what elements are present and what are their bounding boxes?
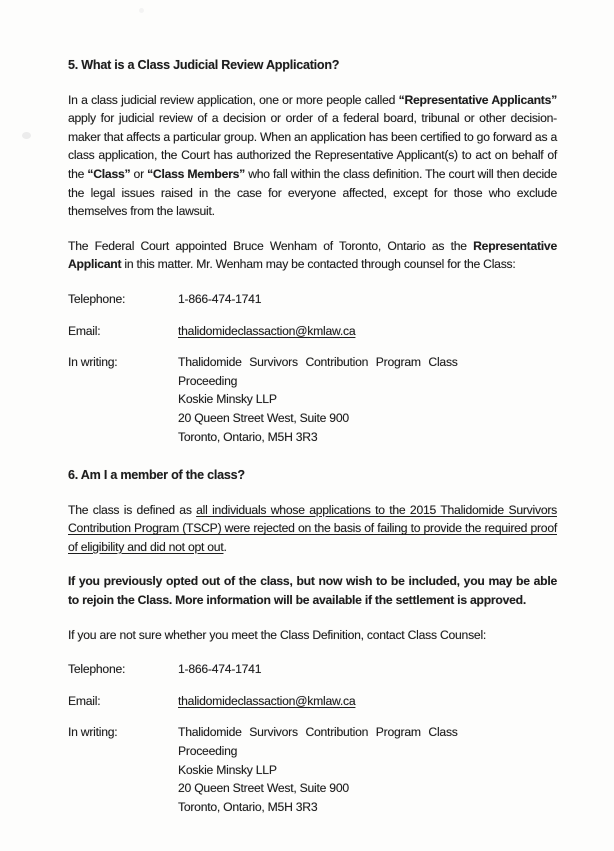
address-line: Toronto, Ontario, M5H 3R3 [178, 799, 318, 814]
text-segment: in this matter. Mr. Wenham may be contacted through counsel for the Class: [121, 257, 516, 272]
text-segment: The Federal Court appointed Bruce Wenham of Toronto, Ontario as the [68, 238, 474, 253]
email-label: Email: [68, 693, 101, 708]
in-writing-label: In writing: [68, 725, 118, 740]
address-line: Proceeding [178, 744, 238, 759]
mailing-address [178, 723, 557, 816]
email-label: Email: [68, 323, 101, 338]
section-6-paragraph-rejoin-notice: If you previously opted out of the class, but now wish to be included, you may be able to rejoin the Class. More information will be available if the settlement is approved. [68, 574, 557, 608]
telephone-value: 1-866-474-1741 [178, 291, 262, 306]
bold-term-representative-applicant: Representative Applicant [68, 238, 557, 272]
section-6-heading: 6. Am I a member of the class? [68, 468, 245, 483]
address-line: Proceeding [178, 373, 238, 388]
section-5-paragraph-definition [68, 91, 557, 221]
text-segment: The class is defined as [68, 502, 197, 517]
scan-artifact [139, 8, 144, 13]
telephone-row [68, 660, 557, 679]
bold-term-class: “Class” [87, 166, 131, 181]
bold-term-class-members: “Class Members” [147, 166, 245, 181]
bold-term-representative-applicants: “Representative Applicants” [398, 92, 557, 107]
address-line: Thalidomide Survivors Contribution Program Class [178, 355, 458, 370]
in-writing-label: In writing: [68, 355, 118, 370]
email-address: thalidomideclassaction@kmlaw.ca [178, 693, 356, 708]
in-writing-row [68, 723, 557, 816]
email-row [68, 322, 557, 341]
in-writing-row [68, 353, 557, 446]
section-5-heading: 5. What is a Class Judicial Review Application? [68, 58, 340, 72]
email-row [68, 692, 557, 711]
text-segment: who fall within the class definition. The court will then decide the legal issues raised in the case for everyone affected, except for those who exclude themselves from the lawsuit. [68, 166, 557, 219]
address-line: 20 Queen Street West, Suite 900 [178, 410, 349, 425]
section-6-paragraph-class-definition [68, 501, 557, 557]
scan-artifact [22, 132, 31, 139]
telephone-label: Telephone: [68, 662, 126, 677]
text-segment: apply for judicial review of a decision or order of a federal board, tribunal or other decision-maker that affects a particular group. When an application has been certified to go forward as a class application, the Court has authorized the Representative Applicant(s) to act on behalf of the [68, 111, 557, 181]
mailing-address [178, 353, 557, 446]
address-line: Koskie Minsky LLP [178, 392, 277, 407]
address-line: Thalidomide Survivors Contribution Program Class [178, 725, 458, 740]
email-address: thalidomideclassaction@kmlaw.ca [178, 323, 356, 338]
address-line: 20 Queen Street West, Suite 900 [178, 781, 349, 796]
address-line: Toronto, Ontario, M5H 3R3 [178, 429, 318, 444]
text-segment: or [130, 166, 148, 181]
text-segment: In a class judicial review application, one or more people called [68, 92, 399, 107]
telephone-label: Telephone: [68, 291, 126, 306]
section-5-paragraph-appointment [68, 237, 557, 274]
telephone-value: 1-866-474-1741 [178, 662, 262, 677]
telephone-row [68, 290, 557, 309]
section-6-paragraph-contact-counsel: If you are not sure whether you meet the Class Definition, contact Class Counsel: [68, 627, 487, 642]
underlined-class-definition: all individuals whose applications to the 2015 Thalidomide Survivors Contribution Program (TSCP) were rejected on the basis of failing to provide the required proof of eligibility and did not opt out [68, 502, 557, 554]
address-line: Koskie Minsky LLP [178, 762, 277, 777]
text-segment: . [223, 539, 227, 554]
